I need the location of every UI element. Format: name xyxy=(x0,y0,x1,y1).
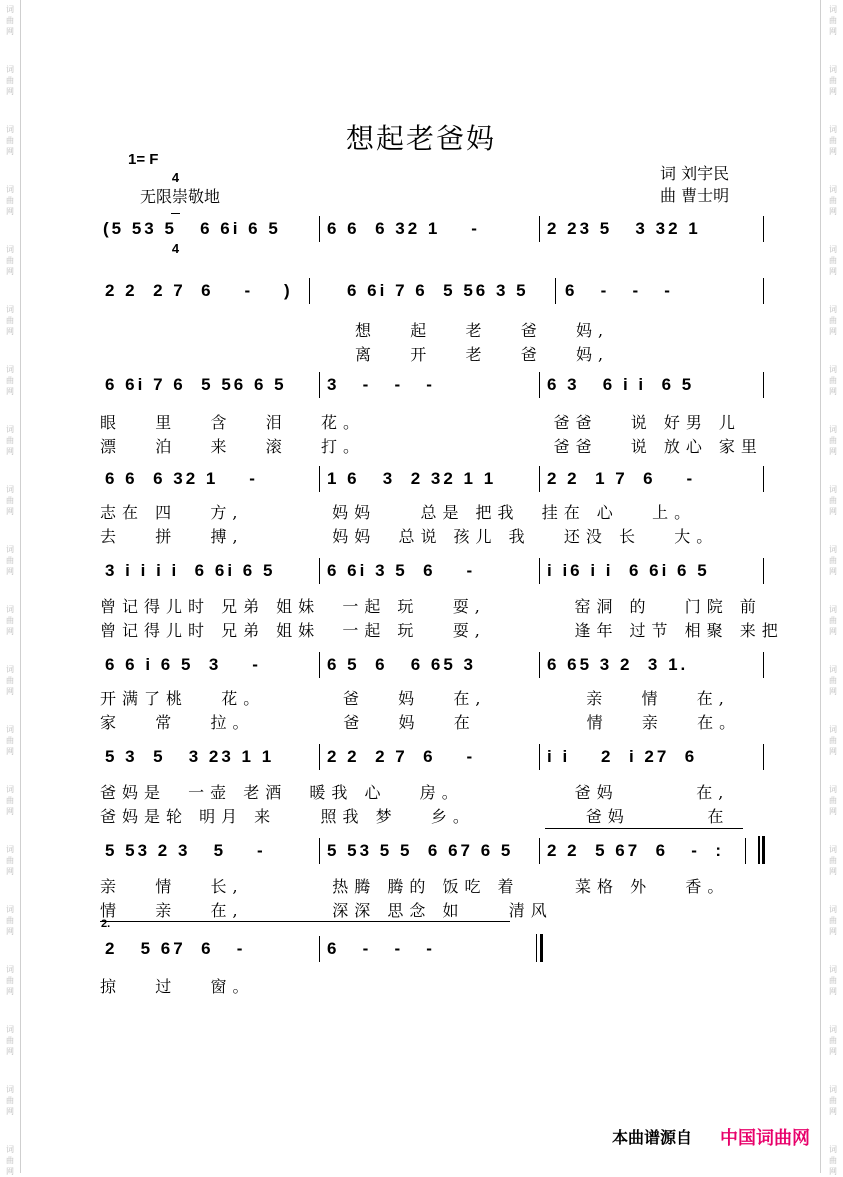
watermark-text: 词 曲 网 xyxy=(6,665,14,696)
measure-notes: 6 6 6 32 1 - xyxy=(105,469,258,488)
measure-notes: 2 2 1 7 6 - xyxy=(547,469,696,488)
repeat-end-barline xyxy=(758,836,760,864)
lyric-line: 曾记得儿时 兄弟 姐妹 一起 玩 耍, 逢年 过节 相聚 来把 xyxy=(100,621,784,640)
right-watermark-strip xyxy=(825,0,841,1176)
watermark-text: 词 曲 网 xyxy=(6,845,14,876)
bar-line xyxy=(539,216,540,242)
source-site-link[interactable]: 中国词曲网 xyxy=(720,1128,810,1149)
watermark-text: 词 曲 网 xyxy=(829,305,837,336)
bar-line xyxy=(763,652,764,678)
watermark-text: 词 曲 网 xyxy=(829,485,837,516)
watermark-text: 词 曲 网 xyxy=(829,545,837,576)
measure-notes: 6 5 6 6 65 3 xyxy=(327,655,476,674)
bar-line xyxy=(319,558,320,584)
watermark-text: 词 曲 网 xyxy=(6,545,14,576)
bar-line xyxy=(763,558,764,584)
measure-notes: 2 23 5 3 32 1 xyxy=(547,219,701,238)
lyric-line: 漂 泊 来 滚 打。 爸爸 说 放心 家里 xyxy=(100,437,763,456)
measure-notes: 6 6 6 32 1 - xyxy=(327,219,480,238)
watermark-text: 词 曲 网 xyxy=(829,1145,837,1176)
measure-notes: i i6 i i 6 6i 6 5 xyxy=(547,561,710,580)
bar-line xyxy=(539,558,540,584)
measure-notes: 6 - - - xyxy=(565,281,673,300)
bar-line xyxy=(319,838,320,864)
final-barline xyxy=(536,934,537,962)
watermark-text: 词 曲 网 xyxy=(6,125,14,156)
score-row xyxy=(95,214,775,244)
second-ending-label: 2. xyxy=(101,918,111,930)
score-row xyxy=(95,650,775,680)
bar-line xyxy=(763,216,764,242)
time-signature-bottom: 4 xyxy=(171,241,180,256)
measure-notes: 6 6 i 6 5 3 - xyxy=(105,655,261,674)
lyricist-credit: 词 刘宇民 xyxy=(660,164,730,183)
second-ending-bracket xyxy=(100,921,510,922)
left-border-line xyxy=(20,0,21,1173)
bar-line xyxy=(539,466,540,492)
measure-notes: i i 2 i 27 6 xyxy=(547,747,698,766)
bar-line xyxy=(539,838,540,864)
time-signature-top: 4 xyxy=(171,170,180,185)
source-label: 本曲谱源自 xyxy=(612,1128,693,1147)
watermark-text: 词 曲 网 xyxy=(6,605,14,636)
measure-notes: 5 3 5 3 23 1 1 xyxy=(105,747,275,766)
lyric-line: 掠 过 窗。 xyxy=(100,977,255,996)
bar-line xyxy=(319,936,320,962)
score-row xyxy=(95,742,775,772)
measure-notes: 5 53 2 3 5 - xyxy=(105,841,266,860)
right-border-line xyxy=(820,0,821,1173)
bar-line xyxy=(319,744,320,770)
repeat-end-barline xyxy=(762,836,765,864)
measure-notes: 6 6i 7 6 5 56 6 5 xyxy=(105,375,287,394)
watermark-text: 词 曲 网 xyxy=(6,185,14,216)
score-row xyxy=(95,836,775,866)
watermark-text: 词 曲 网 xyxy=(829,665,837,696)
watermark-text: 词 曲 网 xyxy=(6,245,14,276)
watermark-text: 词 曲 网 xyxy=(6,725,14,756)
measure-notes: 6 3 6 i i 6 5 xyxy=(547,375,695,394)
measure-notes: 2 5 67 6 - xyxy=(105,939,246,958)
measure-notes: 6 6i 7 6 5 56 3 5 xyxy=(347,281,529,300)
expression-marking: 无限崇敬地 xyxy=(140,187,221,206)
measure-notes: 2 2 2 7 6 - xyxy=(327,747,476,766)
watermark-text: 词 曲 网 xyxy=(829,5,837,36)
left-watermark-strip xyxy=(2,0,18,1176)
measure-notes: 6 65 3 2 3 1. xyxy=(547,655,689,674)
score-row xyxy=(95,464,775,494)
bar-line xyxy=(319,652,320,678)
bar-line xyxy=(745,838,746,864)
measure-notes: (5 53 5 6 6i 6 5 xyxy=(103,219,281,238)
measure-notes: 6 6i 3 5 6 - xyxy=(327,561,476,580)
lyric-line: 志在 四 方, 妈妈 总是 把我 挂在 心 上。 xyxy=(100,503,697,522)
lyric-line: 爸妈是 一壶 老酒 暖我 心 房。 爸妈 在, xyxy=(100,783,730,802)
lyric-line: 眼 里 含 泪 花。 爸爸 说 好男 儿 xyxy=(100,413,741,432)
watermark-text: 词 曲 网 xyxy=(829,425,837,456)
watermark-text: 词 曲 网 xyxy=(6,1025,14,1056)
bar-line xyxy=(539,744,540,770)
watermark-text: 词 曲 网 xyxy=(6,365,14,396)
measure-notes: 6 - - - xyxy=(327,939,435,958)
watermark-text: 词 曲 网 xyxy=(6,5,14,36)
score-row xyxy=(95,276,775,306)
bar-line xyxy=(319,372,320,398)
score-row xyxy=(95,556,775,586)
lyric-line: 去 拼 搏, 妈妈 总说 孩儿 我 还没 长 大。 xyxy=(100,527,719,546)
lyric-line: 家 常 拉。 爸 妈 在 情 亲 在。 xyxy=(100,713,742,732)
bar-line xyxy=(319,216,320,242)
first-ending-bracket xyxy=(545,828,743,829)
watermark-text: 词 曲 网 xyxy=(829,125,837,156)
song-title: 想起老爸妈 xyxy=(346,122,497,155)
watermark-text: 词 曲 网 xyxy=(829,1085,837,1116)
bar-line xyxy=(539,372,540,398)
watermark-text: 词 曲 网 xyxy=(6,425,14,456)
watermark-text: 词 曲 网 xyxy=(6,305,14,336)
composer-credit: 曲 曹士明 xyxy=(660,186,730,205)
score-row xyxy=(95,370,775,400)
lyric-line: 开满了桃 花。 爸 妈 在, 亲 情 在, xyxy=(100,689,730,708)
watermark-text: 词 曲 网 xyxy=(6,905,14,936)
watermark-text: 词 曲 网 xyxy=(829,245,837,276)
bar-line xyxy=(763,744,764,770)
watermark-text: 词 曲 网 xyxy=(6,785,14,816)
measure-notes: 2 2 5 67 6 - : xyxy=(547,841,725,860)
bar-line xyxy=(555,278,556,304)
watermark-text: 词 曲 网 xyxy=(829,65,837,96)
lyric-line: 离 开 老 爸 妈, xyxy=(100,345,610,364)
watermark-text: 词 曲 网 xyxy=(829,845,837,876)
measure-notes: 5 53 5 5 6 67 6 5 xyxy=(327,841,514,860)
watermark-text: 词 曲 网 xyxy=(829,725,837,756)
watermark-text: 词 曲 网 xyxy=(829,1025,837,1056)
watermark-text: 词 曲 网 xyxy=(6,1085,14,1116)
lyric-line: 爸妈是轮 明月 来 照我 梦 乡。 爸妈 在 xyxy=(100,807,730,826)
watermark-text: 词 曲 网 xyxy=(829,905,837,936)
bar-line xyxy=(763,372,764,398)
measure-notes: 3 i i i i 6 6i 6 5 xyxy=(105,561,276,580)
measure-notes: 1 6 3 2 32 1 1 xyxy=(327,469,497,488)
watermark-text: 词 曲 网 xyxy=(829,785,837,816)
measure-notes: 2 2 2 7 6 - ) xyxy=(105,281,293,300)
score-row xyxy=(95,934,775,964)
measure-notes: 3 - - - xyxy=(327,375,435,394)
bar-line xyxy=(763,278,764,304)
bar-line xyxy=(309,278,310,304)
watermark-text: 词 曲 网 xyxy=(829,365,837,396)
lyric-line: 想 起 老 爸 妈, xyxy=(100,321,610,340)
lyric-line: 曾记得儿时 兄弟 姐妹 一起 玩 耍, 窑洞 的 门院 前 xyxy=(100,597,762,616)
bar-line xyxy=(539,652,540,678)
bar-line xyxy=(763,466,764,492)
watermark-text: 词 曲 网 xyxy=(829,965,837,996)
lyric-line: 亲 情 长, 热腾 腾的 饭吃 着 菜格 外 香。 xyxy=(100,877,730,896)
watermark-text: 词 曲 网 xyxy=(829,605,837,636)
key-signature: 1= F xyxy=(128,151,159,168)
watermark-text: 词 曲 网 xyxy=(6,485,14,516)
watermark-text: 词 曲 网 xyxy=(6,65,14,96)
bar-line xyxy=(319,466,320,492)
watermark-text: 词 曲 网 xyxy=(829,185,837,216)
watermark-text: 词 曲 网 xyxy=(6,1145,14,1176)
watermark-text: 词 曲 网 xyxy=(6,965,14,996)
final-barline xyxy=(540,934,543,962)
lyric-line: 情 亲 在, 深深 思念 如 清风 xyxy=(100,901,553,920)
